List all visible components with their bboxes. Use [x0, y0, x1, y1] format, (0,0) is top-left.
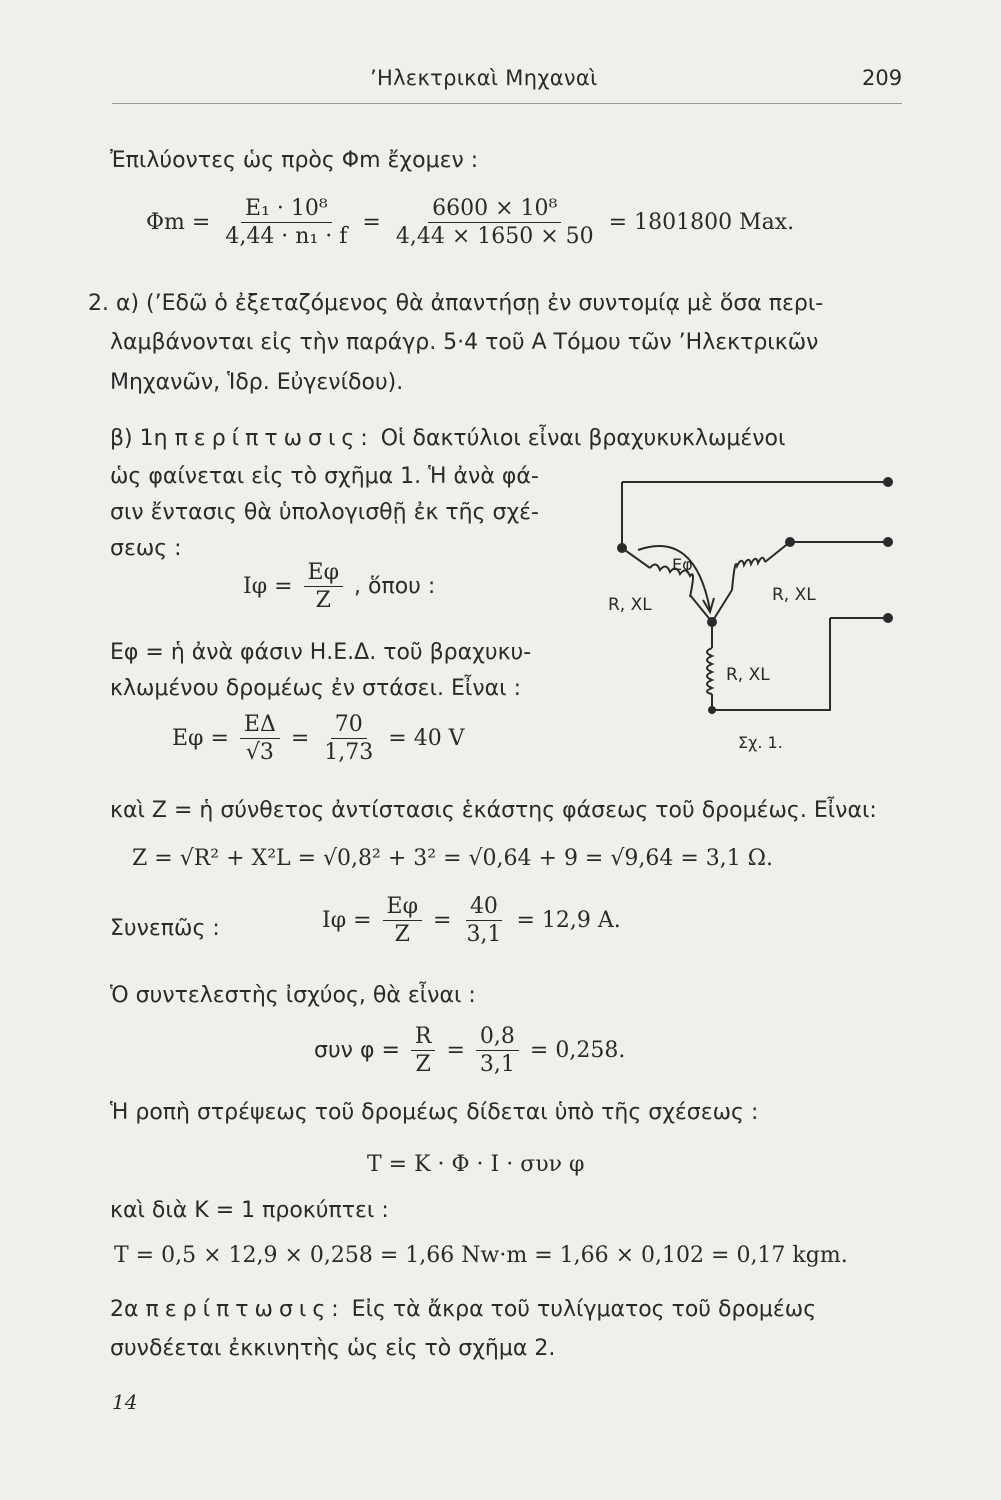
figure-caption: Σχ. 1. — [738, 733, 783, 752]
eq-phi-fraction-2: $\frac{\text{6600 × 10⁸}}{4,44 \times 1650 \times 50}$ — [395, 196, 594, 250]
node-star-center — [707, 617, 717, 627]
arm-right-tail — [712, 590, 732, 622]
eq-phi-lhs: Φm = — [146, 209, 211, 235]
node-right — [785, 537, 795, 547]
def-e-line-1: Eφ = ἡ ἀνὰ φάσιν Η.Ε.Δ. τοῦ βραχυκυ- — [110, 640, 532, 665]
signature-number: 14 — [112, 1390, 138, 1414]
page-number: 209 — [862, 66, 903, 90]
equation-impedance: Z = √R² + X²L = √0,8² + 3² = √0,64 + 9 = √9,64 = 3,1 Ω. — [132, 846, 773, 871]
equation-emf: Eφ = $\frac{E\Delta}{√3}$ = $\frac{70}{1,73}$ = 40 V — [172, 712, 465, 766]
equation-torque: T = K · Φ · I · συν φ — [367, 1152, 585, 1177]
terminal-lower — [883, 613, 893, 623]
beta-line-4: σεως : — [110, 536, 182, 561]
k-line: καὶ διὰ K = 1 προκύπτει : — [110, 1198, 389, 1223]
label-ephi: Eφ — [672, 555, 693, 574]
para2-line-1: 2. α) (’Εδῶ ὁ ἐξεταζόμενος θὰ ἀπαντήσῃ ἐν συντομίᾳ μὲ ὅσα περι- — [88, 291, 824, 316]
beta-line-3: σιν ἔντασις θὰ ὑπολογισθῇ ἐκ τῆς σχέ- — [110, 500, 539, 525]
label-left-impedance: R, XL — [608, 595, 652, 615]
case2-line-2: συνδέεται ἐκκινητὴς ὡς εἰς τὸ σχῆμα 2. — [110, 1336, 556, 1361]
equation-torque-value: T = 0,5 × 12,9 × 0,258 = 1,66 Nw·m = 1,66 × 0,102 = 0,17 kgm. — [114, 1243, 848, 1268]
power-factor-intro: Ὁ συντελεστὴς ἰσχύος, θὰ εἶναι : — [110, 983, 476, 1008]
def-e-line-2: κλωμένου δρομέως ἐν στάσει. Εἶναι : — [110, 676, 521, 701]
coil-right — [732, 558, 765, 590]
equation-phi: Φm = $\frac{\text{E₁ · 10⁸}}{\text{4,44 · n₁ · f}}$ = $\frac{\text{6600 × 10⁸}}{4,44 \times 1650 \times 50}$ = 1801800 Max. — [146, 196, 795, 250]
case2-line-1: 2α περίπτωσις: Εἰς τὰ ἄκρα τοῦ τυλίγματος τοῦ δρομέως — [110, 1297, 817, 1322]
terminal-middle — [883, 537, 893, 547]
node-bottom — [708, 706, 716, 714]
equation-current-value: Iφ = $\frac{E\varphi}{Z}$ = $\frac{40}{3,1}$ = 12,9 A. — [322, 894, 621, 948]
wire-bottom — [710, 618, 830, 710]
equation-current-definition: Iφ = $\frac{E\varphi}{Z}$ , ὅπου : — [243, 560, 436, 614]
header-rule — [112, 103, 902, 104]
arm-left-lead — [622, 548, 650, 568]
label-bottom-impedance: R, XL — [726, 665, 770, 685]
def-z-line: καὶ Z = ἡ σύνθετος ἀντίστασις ἑκάστης φάσεως τοῦ δρομέως. Εἶναι: — [110, 798, 877, 823]
para2-line-2: λαμβάνονται εἰς τὴν παράγρ. 5·4 τοῦ Α Τόμου τῶν ’Ηλεκτρικῶν — [110, 330, 819, 355]
label-right-impedance: R, XL — [772, 585, 816, 605]
para2-line-3: Μηχανῶν, Ἱδρ. Εὐγενίδου). — [110, 370, 404, 395]
node-left — [617, 543, 627, 553]
torque-intro: Ἡ ροπὴ στρέψεως τοῦ δρομέως δίδεται ὑπὸ τῆς σχέσεως : — [110, 1100, 759, 1125]
eq-phi-result: = 1801800 Max. — [608, 209, 795, 235]
terminal-top — [883, 477, 893, 487]
coil-bottom — [707, 648, 712, 694]
therefore-label: Συνεπῶς : — [110, 916, 220, 941]
equation-power-factor: συν φ = $\frac{R}{Z}$ = $\frac{0,8}{3,1}$ = 0,258. — [314, 1024, 626, 1078]
beta-line-1: β) 1η περίπτωσις: Οἱ δακτύλιοι εἶναι βραχυκυκλωμένοι — [110, 426, 786, 451]
intro-line: Ἐπιλύοντες ὡς πρὸς Φm ἔχομεν : — [110, 148, 479, 173]
running-header-title: ’Ηλεκτρικαὶ Μηχαναὶ — [370, 66, 598, 90]
eq-phi-fraction-1: $\frac{\text{E₁ · 10⁸}}{\text{4,44 · n₁ · f}}$ — [225, 196, 348, 250]
figure-1-diagram — [600, 470, 900, 760]
beta-line-2: ὡς φαίνεται εἰς τὸ σχῆμα 1. Ἡ ἀνὰ φά- — [110, 464, 539, 489]
